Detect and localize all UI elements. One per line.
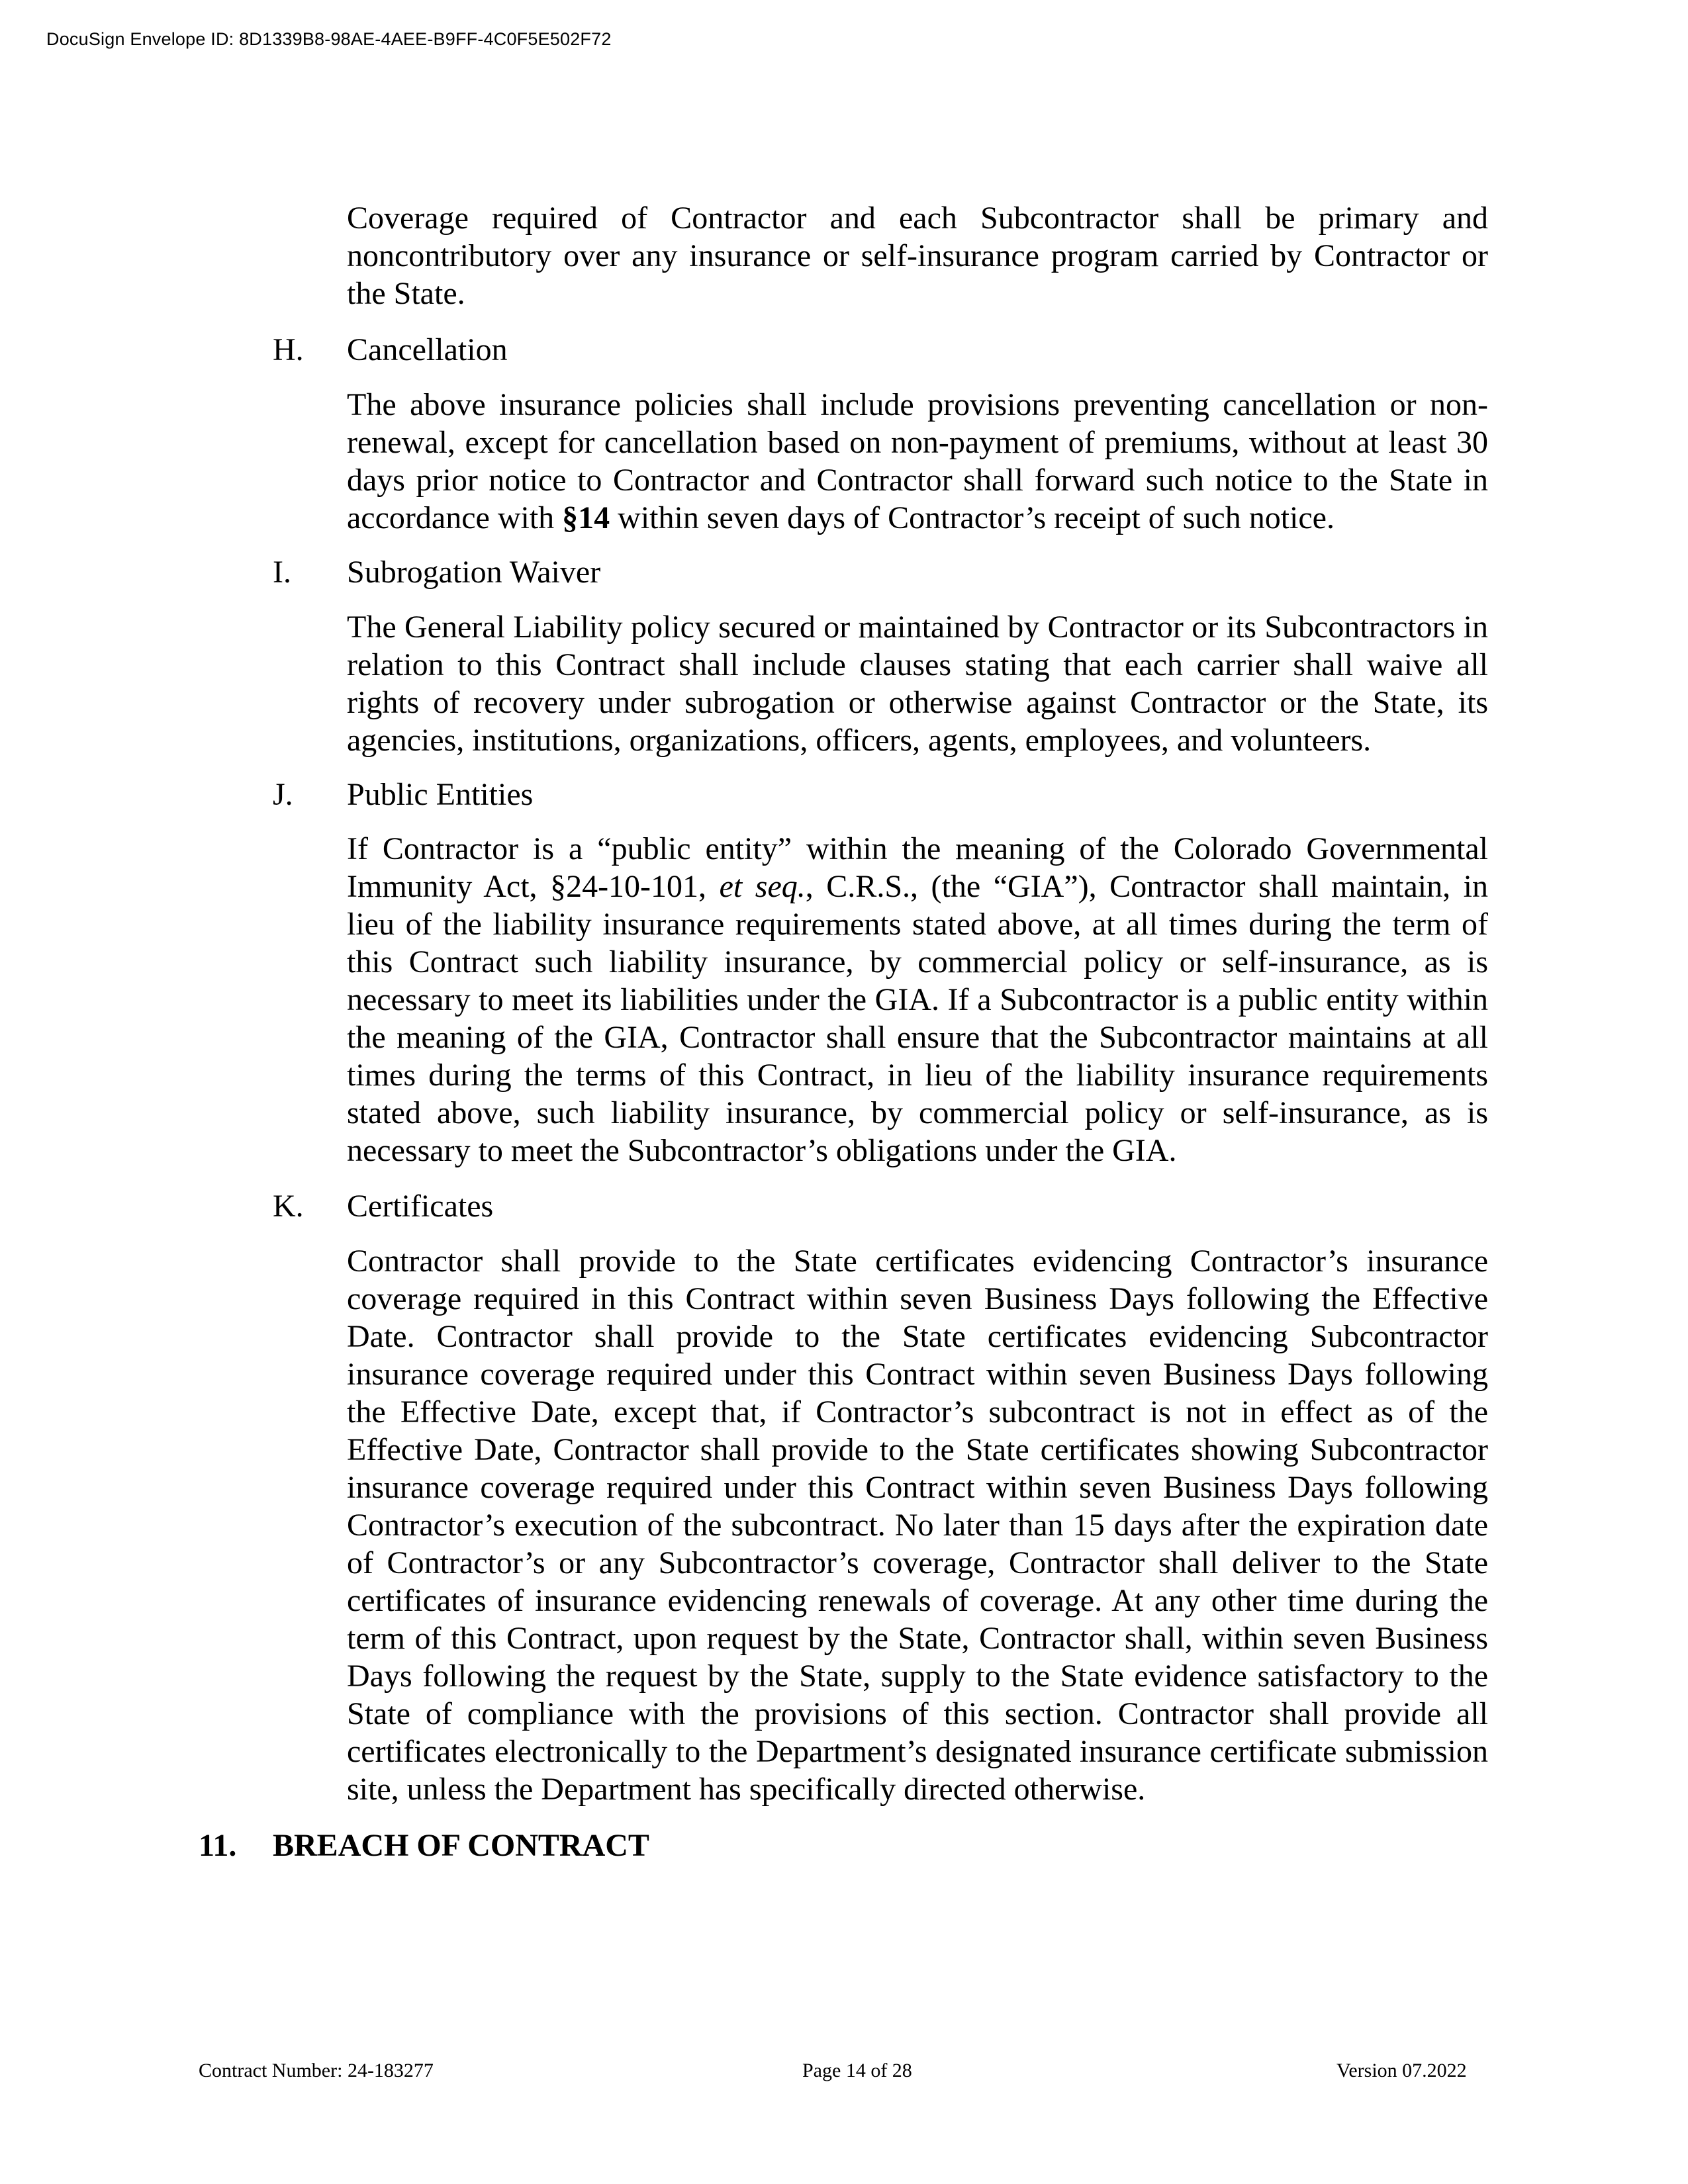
subsection-k-title: Certificates xyxy=(347,1189,494,1224)
docusign-envelope-id: DocuSign Envelope ID: 8D1339B8-98AE-4AEE-B9FF-4C0F5E502F72 xyxy=(46,29,612,49)
section-reference-14: §14 xyxy=(562,500,610,535)
footer-page-number: Page 14 of 28 xyxy=(802,2060,912,2081)
subsection-h-title: Cancellation xyxy=(347,332,508,367)
intro-paragraph: Coverage required of Contractor and each Subcontractor shall be primary and noncontributory over any insurance or self-insurance program carried by Contractor or the State. xyxy=(347,201,1488,311)
footer-version: Version 07.2022 xyxy=(1336,2060,1467,2081)
footer-contract-number: Contract Number: 24-183277 xyxy=(199,2060,434,2081)
section-11-heading: BREACH OF CONTRACT xyxy=(273,1828,649,1863)
subsection-h-text-after: within seven days of Contractor’s receipt of such notice. xyxy=(610,500,1335,535)
subsection-i-title: Subrogation Waiver xyxy=(347,555,601,590)
subsection-j-body xyxy=(347,830,1488,1169)
subsection-i-letter: I. xyxy=(273,555,291,590)
et-seq-italic: et seq. xyxy=(719,869,806,904)
subsection-h-body xyxy=(347,386,1488,537)
subsection-i-body: The General Liability policy secured or maintained by Contractor or its Subcontractors in relation to this Contract shall include clauses stating that each carrier shall waive all rights of recovery under subrogation or otherwise against Contractor or the State, its agencies, institutions, organizations, officers, agents, employees, and volunteers. xyxy=(347,610,1488,758)
subsection-k-letter: K. xyxy=(273,1189,304,1224)
subsection-h-text-before: The above insurance policies shall include provisions preventing cancellation or non-renewal, except for cancellation based on non-payment of premiums, without at least 30 days prior notice to Contractor and Contractor shall forward such notice to the State in accordance with xyxy=(347,387,1488,535)
subsection-j-text-after: , C.R.S., (the “GIA”), Contractor shall maintain, in lieu of the liability insurance requirements stated above, at all times during the term of this Contract such liability insurance, by commercial policy or self-insurance, as is necessary to meet its liabilities under the GIA. If a Subcontractor is a public entity within the meaning of the GIA, Contractor shall ensure that the Subcontractor maintains at all times during the terms of this Contract, in lieu of the liability insurance requirements stated above, such liability insurance, by commercial policy or self-insurance, as is necessary to meet the Subcontractor’s obligations under the GIA. xyxy=(347,869,1489,1168)
subsection-h-letter: H. xyxy=(273,332,304,367)
subsection-j-letter: J. xyxy=(273,777,293,812)
subsection-j-text-before: If Contractor is a “public entity” within the meaning of the Colorado Governmental Immunity Act, §24-10-101, xyxy=(347,831,1488,904)
section-11-number: 11. xyxy=(199,1828,237,1863)
subsection-k-body: Contractor shall provide to the State certificates evidencing Contractor’s insurance coverage required in this Contract within seven Business Days following the Effective Date. Contractor shall provide to the State certificates evidencing Subcontractor insurance coverage required under this Contract within seven Business Days following the Effective Date, except that, if Contractor’s subcontract is not in effect as of the Effective Date, Contractor shall provide to the State certificates showing Subcontractor insurance coverage required under this Contract within seven Business Days following Contractor’s execution of the subcontract. No later than 15 days after the expiration date of Contractor’s or any Subcontractor’s coverage, Contractor shall deliver to the State certificates of insurance evidencing renewals of coverage. At any other time during the term of this Contract, upon request by the State, Contractor shall, within seven Business Days following the request by the State, supply to the State evidence satisfactory to the State of compliance with the provisions of this section. Contractor shall provide all certificates electronically to the Department’s designated insurance certificate submission site, unless the Department has specifically directed otherwise. xyxy=(347,1244,1488,1807)
subsection-j-title: Public Entities xyxy=(347,777,534,812)
